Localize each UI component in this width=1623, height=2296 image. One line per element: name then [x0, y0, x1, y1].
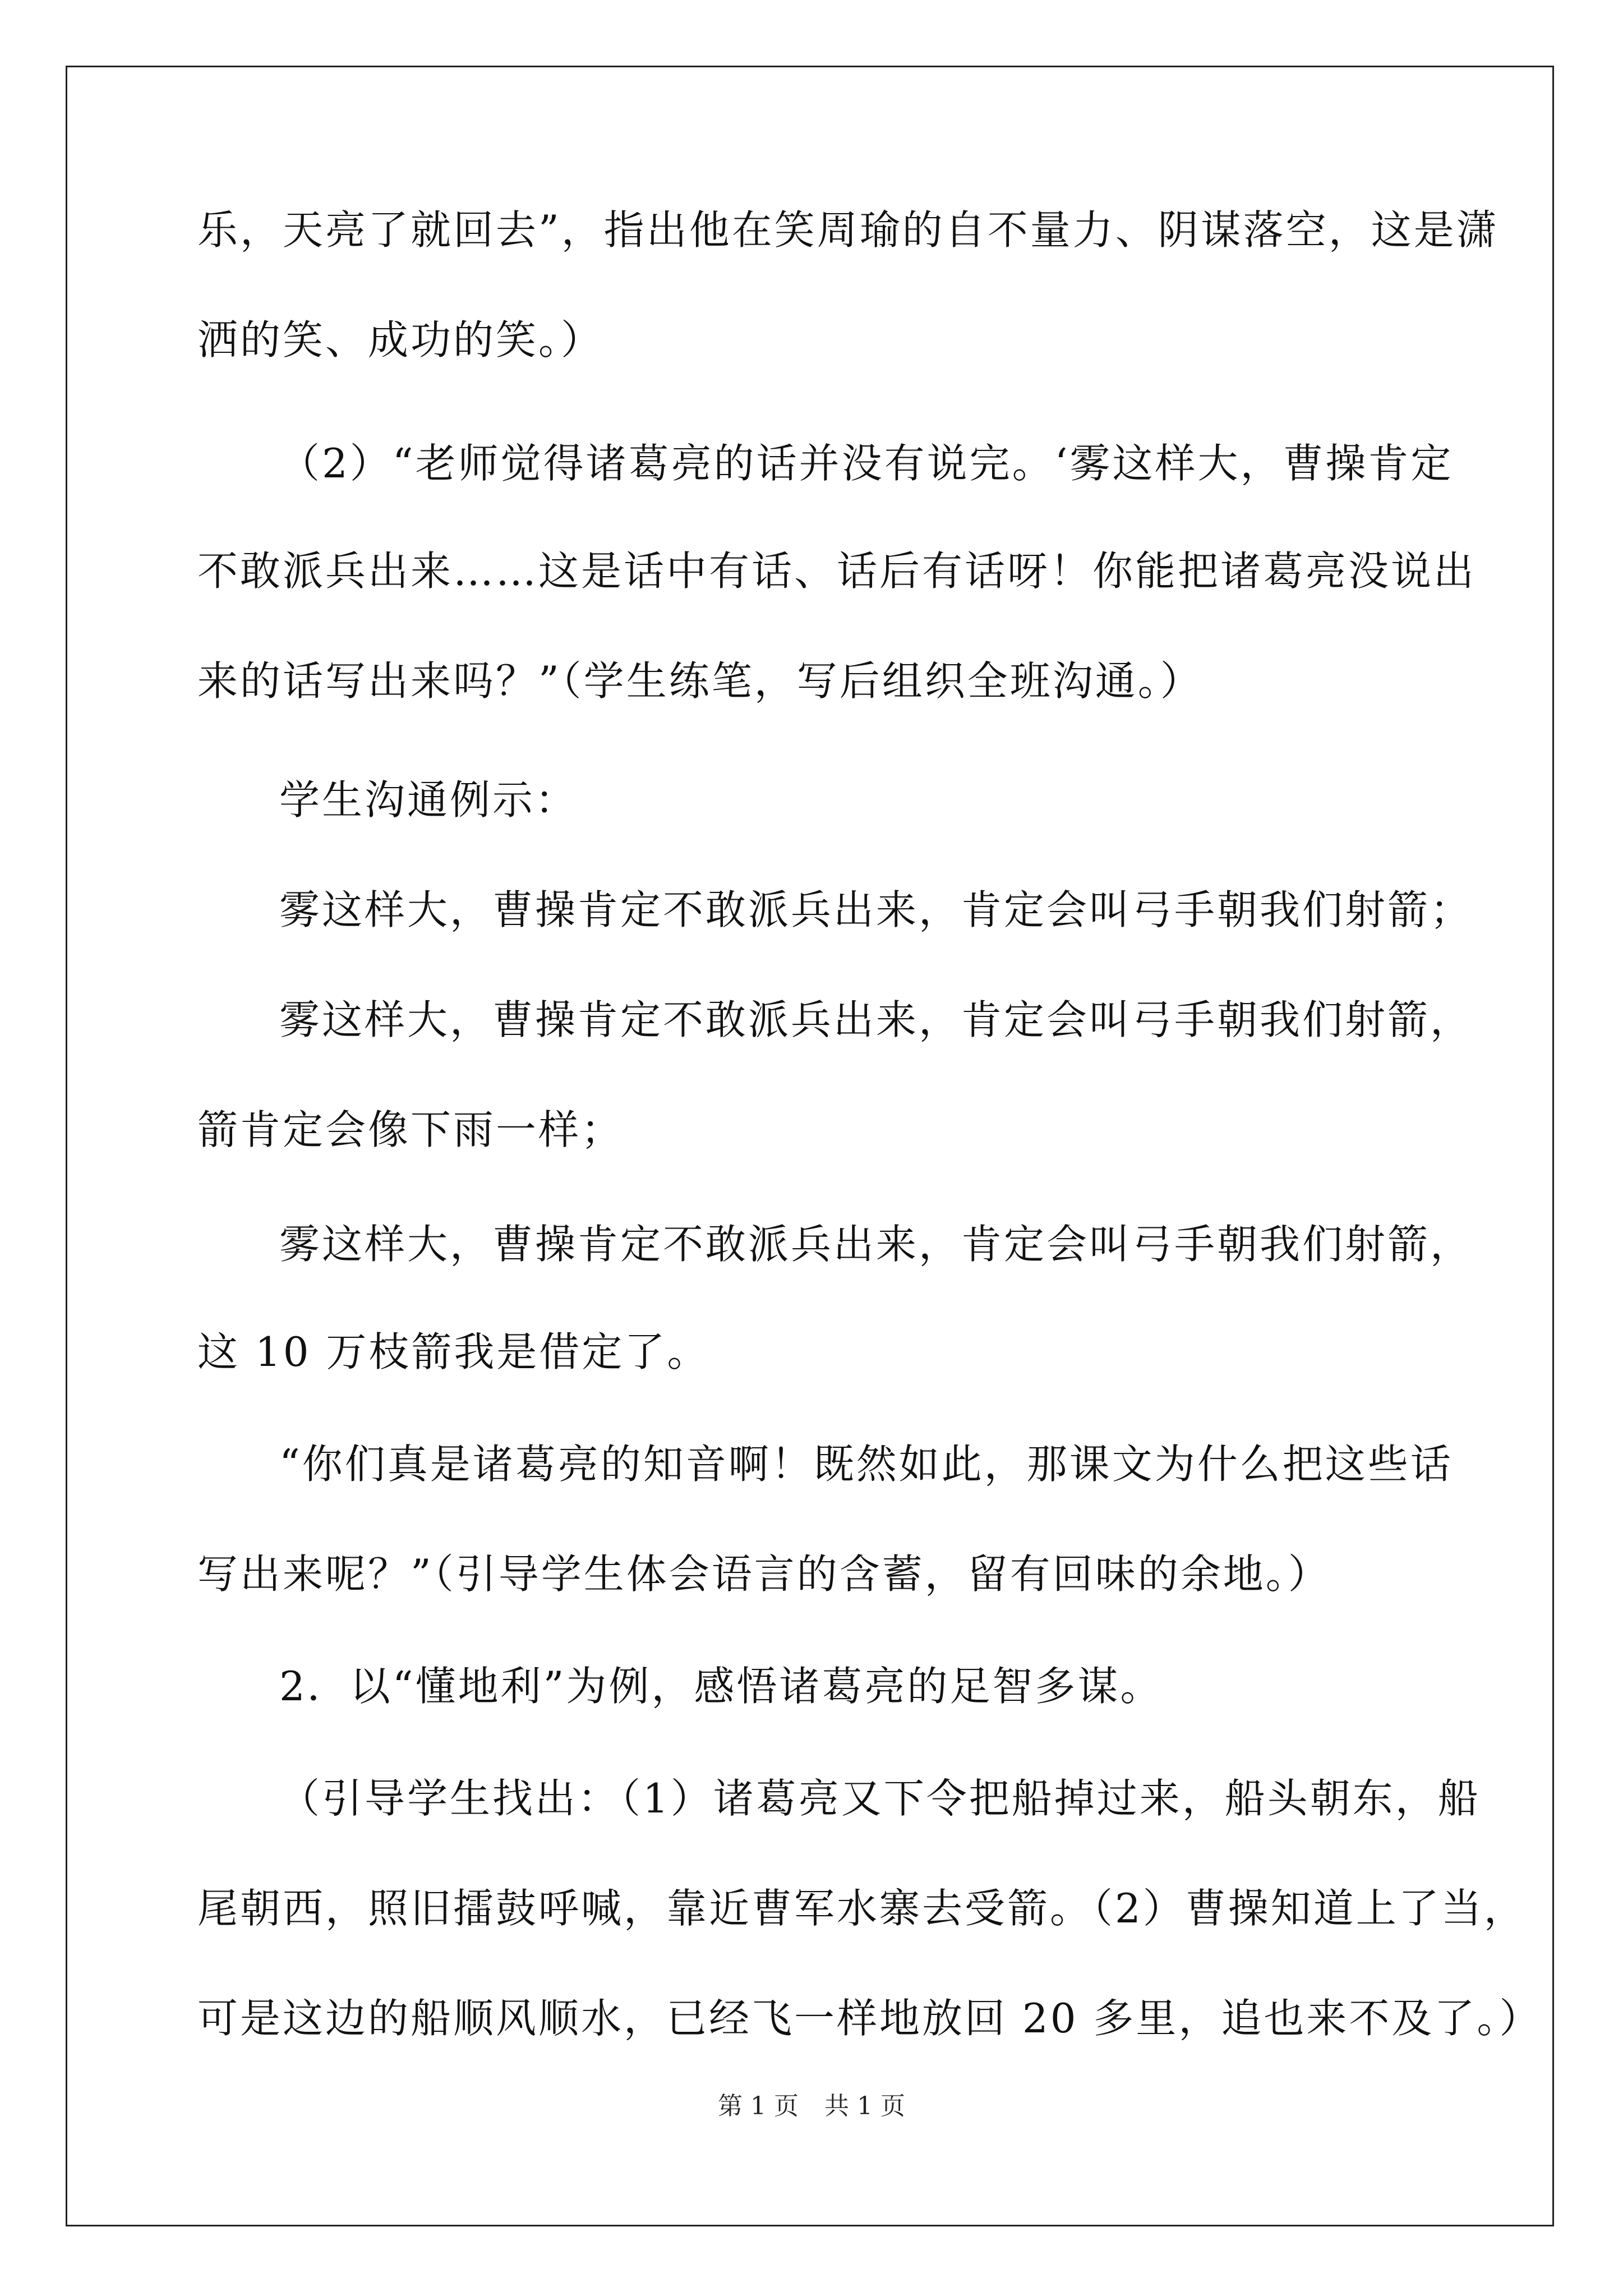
text-line: 来的话写出来吗？”（学生练笔，写后组织全班沟通。）: [197, 657, 1203, 705]
text-line: 雾这样大，曹操肯定不敢派兵出来，肯定会叫弓手朝我们射箭；: [279, 886, 1473, 933]
text-line: （引导学生找出：（1）诸葛亮又下令把船掉过来，船头朝东，船: [279, 1775, 1481, 1822]
text-line: 可是这边的船顺风顺水，已经飞一样地放回 20 多里，追也来不及了。）: [197, 1995, 1542, 2042]
text-line: 这 10 万枝箭我是借定了。: [197, 1328, 710, 1375]
text-line: “你们真是诸葛亮的知音啊！既然如此，那课文为什么把这些话: [279, 1441, 1453, 1488]
text-line: 雾这样大，曹操肯定不敢派兵出来，肯定会叫弓手朝我们射箭，: [279, 996, 1473, 1043]
text-line: 2．以“懂地利”为例，感悟诸葛亮的足智多谋。: [279, 1663, 1163, 1710]
page-number: 第 1 页: [718, 2092, 799, 2120]
text-line: 尾朝西，照旧擂鼓呼喊，靠近曹军水寨去受箭。（2）曹操知道上了当，: [197, 1885, 1527, 1932]
page-footer: [0, 2090, 1623, 2123]
text-line: 不敢派兵出来……这是话中有话、话后有话呀！你能把诸葛亮没说出: [197, 547, 1477, 595]
text-line: 写出来呢？”（引导学生体会语言的含蓄，留有回味的余地。）: [197, 1550, 1331, 1598]
text-line: 雾这样大，曹操肯定不敢派兵出来，肯定会叫弓手朝我们射箭，: [279, 1221, 1473, 1268]
page-total: 共 1 页: [824, 2092, 905, 2120]
text-line: 乐，天亮了就回去”，指出他在笑周瑜的自不量力、阴谋落空，这是潇: [197, 206, 1499, 254]
text-line: 学生沟通例示：: [279, 776, 578, 823]
text-line: 洒的笑、成功的笑。）: [197, 316, 604, 364]
text-line: 箭肯定会像下雨一样；: [197, 1106, 624, 1153]
text-line: （2）“老师觉得诸葛亮的话并没有说完。‘雾这样大，曹操肯定: [279, 440, 1454, 487]
